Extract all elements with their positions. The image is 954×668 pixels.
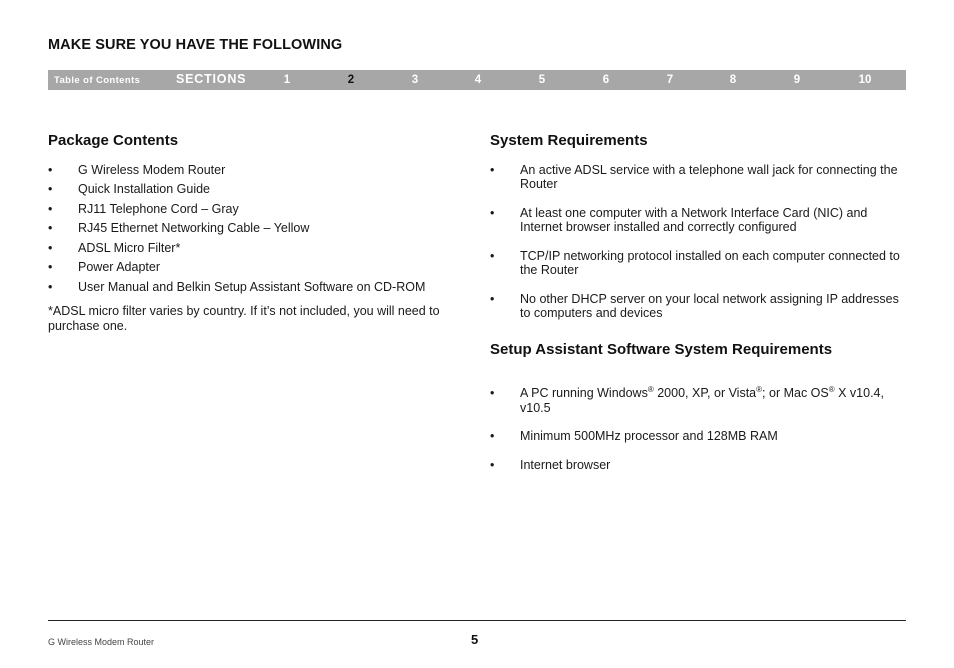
package-contents-section [48, 134, 468, 333]
bullet: • [48, 182, 53, 196]
list-item [490, 206, 906, 235]
sections-label: SECTIONS [176, 72, 247, 86]
table-of-contents-link[interactable]: Table of Contents [54, 75, 141, 86]
list-item [48, 241, 468, 261]
text-segment: 2000, XP, or Vista [653, 386, 757, 400]
footer-divider [48, 620, 906, 621]
text-segment: ; or Mac OS [762, 386, 829, 400]
bullet: • [490, 291, 495, 306]
setup-requirements-heading: Setup Assistant Software System Requirements [490, 340, 833, 358]
list-item [490, 163, 906, 192]
system-requirements-list [490, 163, 906, 321]
list-item-text: RJ11 Telephone Cord – Gray [78, 201, 239, 216]
list-item-text: At least one computer with a Network Interface Card (NIC) and Internet browser installed and correctly configured [520, 205, 868, 234]
list-item-text: An active ADSL service with a telephone wall jack for connecting the Router [520, 162, 898, 191]
page-title: MAKE SURE YOU HAVE THE FOLLOWING [48, 37, 343, 53]
list-item [48, 280, 468, 300]
list-item-text [520, 386, 884, 415]
bullet: • [490, 248, 495, 263]
footer-product-name: G Wireless Modem Router [48, 637, 155, 647]
list-item [490, 429, 906, 444]
list-item-text: G Wireless Modem Router [78, 162, 226, 177]
text-segment: X v10.4, v10.5 [520, 386, 884, 415]
list-item-text: TCP/IP networking protocol installed on each computer connected to the Router [520, 248, 900, 277]
section-link-6[interactable]: 6 [602, 74, 610, 86]
list-item-text: ADSL Micro Filter* [78, 240, 181, 255]
bullet: • [48, 240, 53, 255]
bullet: • [48, 260, 53, 274]
list-item-text: Minimum 500MHz processor and 128MB RAM [520, 429, 778, 443]
package-contents-list [48, 163, 468, 300]
list-item-text: User Manual and Belkin Setup Assistant Software on CD-ROM [78, 279, 426, 294]
section-link-4[interactable]: 4 [474, 74, 482, 86]
text-segment: A PC running Windows [520, 386, 648, 400]
section-nav-bar [48, 70, 906, 90]
list-item [48, 163, 468, 183]
bullet: • [48, 279, 53, 294]
bullet: • [48, 201, 53, 216]
bullet: • [490, 429, 495, 443]
bullet: • [48, 162, 53, 177]
list-item [48, 202, 468, 222]
list-item-text: Quick Installation Guide [78, 182, 211, 196]
list-item [48, 260, 468, 280]
section-link-1[interactable]: 1 [283, 74, 291, 86]
list-item-text: Power Adapter [78, 260, 160, 274]
bullet: • [490, 205, 495, 220]
list-item-text: No other DHCP server on your local network assigning IP addresses to computers and devices [520, 291, 899, 320]
list-item [48, 182, 468, 202]
section-link-8[interactable]: 8 [729, 74, 737, 86]
section-link-10[interactable]: 10 [858, 74, 872, 86]
registered-mark: ® [647, 384, 654, 394]
list-item-text: RJ45 Ethernet Networking Cable – Yellow [78, 221, 310, 235]
bullet: • [490, 457, 495, 472]
list-item [48, 221, 468, 241]
bullet: • [490, 162, 495, 177]
registered-mark: ® [756, 384, 763, 394]
section-link-2[interactable]: 2 [347, 74, 355, 86]
system-requirements-heading: System Requirements [490, 132, 648, 149]
section-link-9[interactable]: 9 [793, 74, 801, 86]
list-item [490, 249, 906, 278]
section-link-5[interactable]: 5 [538, 74, 546, 86]
list-item [490, 458, 906, 473]
bullet: • [48, 221, 53, 235]
page-number: 5 [471, 632, 479, 647]
section-link-7[interactable]: 7 [666, 74, 674, 86]
setup-requirements-list [490, 386, 906, 472]
bullet: • [490, 386, 495, 400]
micro-filter-footnote: *ADSL micro filter varies by country. If it’s not included, you will need to purchase one. [48, 304, 440, 333]
section-link-3[interactable]: 3 [411, 74, 419, 86]
registered-mark: ® [828, 384, 835, 394]
list-item [490, 292, 906, 321]
requirements-section [490, 134, 906, 486]
package-contents-heading: Package Contents [48, 132, 179, 149]
list-item-text: Internet browser [520, 457, 611, 472]
list-item [490, 386, 906, 415]
